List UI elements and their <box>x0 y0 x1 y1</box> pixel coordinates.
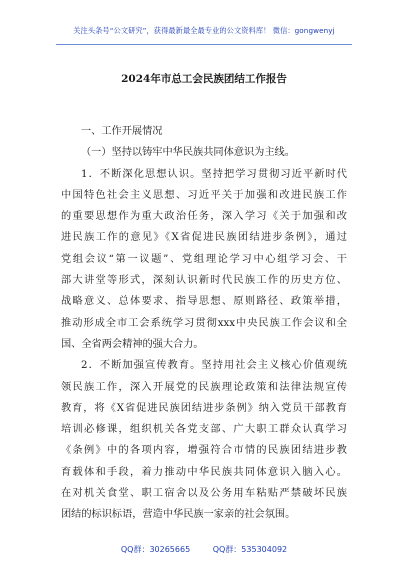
paragraph-line: 在对机关食堂、职工宿舍以及公务用车粘贴严禁破坏民族 <box>61 488 347 500</box>
paragraph-line: 团结的标识标语，营造中华民族一家亲的社会氛围。 <box>61 509 296 521</box>
subsection-heading: （一）坚持以铸牢中华民族共同体意识为主线。 <box>81 147 295 159</box>
paragraph-2 <box>61 355 347 525</box>
section-heading: 一、工作开展情况 <box>81 126 163 137</box>
paragraph-line: 推动形成全市工会系统学习贯彻xxx中央民族工作会议和全 <box>61 317 347 329</box>
paragraph-line: 进民族工作的意见》《X省促进民族团结进步条例》，通过 <box>61 232 347 244</box>
document-body <box>61 121 347 526</box>
paragraph-line: 2．不断加强宣传教育。坚持用社会主义核心价值观统 <box>81 360 347 372</box>
paragraph-line: 1．不断深化思想认识。坚持把学习贯彻习近平新时代 <box>81 168 347 180</box>
footer-qq-group-2: QQ群：535304092 <box>212 545 288 554</box>
paragraph-line: 教育，将《X省促进民族团结进步条例》纳入党员干部教育 <box>61 402 347 414</box>
footer-qq-group-1: QQ群：30265665 <box>120 545 191 554</box>
header-divider <box>56 44 352 45</box>
paragraph-line: 国、全省两会精神的强大合力。 <box>61 338 204 350</box>
paragraph-line: 中国特色社会主义思想、习近平关于加强和改进民族工作 <box>61 189 347 201</box>
document-title: 2024年市总工会民族团结工作报告 <box>121 73 287 85</box>
paragraph-line: 育载体和手段，着力推动中华民族共同体意识入脑入心。 <box>61 466 347 478</box>
paragraph-line: 培训必修课，组织机关各党支部、广大职工群众认真学习 <box>61 424 347 436</box>
paragraph-line: 战略意义、总体要求、指导思想、原则路径、政策举措， <box>61 296 347 308</box>
paragraph-line: 领民族工作，深入开展党的民族理论政策和法律法规宣传 <box>61 381 347 393</box>
header-banner: 关注头条号“公文研究”，获得最新最全最专业的公文资料库！ 微信：gongwenyj <box>73 26 335 35</box>
paragraph-line: 《条例》中的各项内容，增强符合市情的民族团结进步教 <box>61 445 347 457</box>
paragraph-1 <box>61 164 347 356</box>
paragraph-line: 党组会议“第一议题”、党组理论学习中心组学习会、干 <box>61 253 347 265</box>
paragraph-line: 部大讲堂等形式，深刻认识新时代民族工作的历史方位、 <box>61 275 347 287</box>
footer-contact <box>0 544 408 555</box>
paragraph-line: 的重要思想作为重大政治任务，深入学习《关于加强和改 <box>61 211 347 223</box>
